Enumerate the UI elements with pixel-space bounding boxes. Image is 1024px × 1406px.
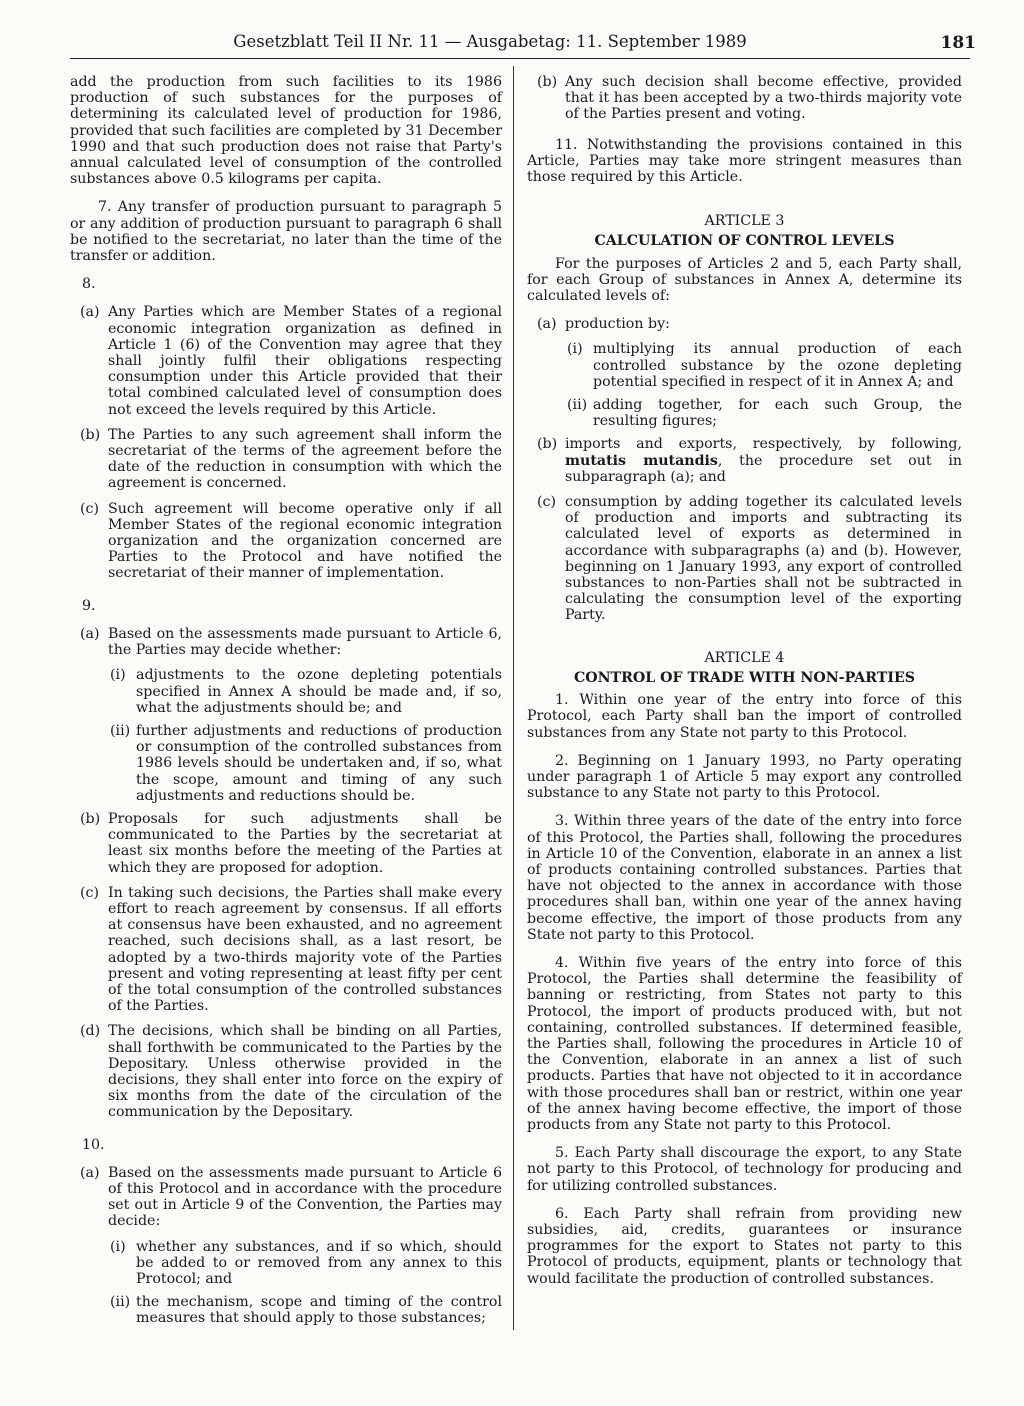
item-text: further adjustments and reductions of production or consumption of the controlled substances from 1986 levels should be undertaken and, if so, what the scope, amount and timing of any such adjustments and reductions should be. — [136, 722, 502, 804]
paragraph-10a — [80, 1165, 502, 1230]
item-text: Such agreement will become operative only if all Member States of the regional economic integration organization and the organization concerned are Parties to the Protocol and have notified the secretariat of their manner of implementation. — [108, 500, 502, 582]
page-header — [70, 30, 976, 59]
item-label: (ii) — [110, 722, 131, 739]
page-number: 181 — [940, 33, 976, 53]
text-part: imports and exports, respectively, by following, — [565, 436, 962, 453]
item-text: whether any substances, and if so which, should be added to or removed from any annex to this Protocol; and — [136, 1238, 502, 1287]
paragraph-11: 11. Notwithstanding the provisions contained in this Article, Parties may take more stringent measures than those required by this Article. — [527, 136, 962, 186]
paragraph-8a — [80, 304, 502, 417]
article-3-b — [537, 436, 962, 485]
item-text: The Parties to any such agreement shall inform the secretariat of the terms of the agreement before the date of the reduction in consumption with which the agreement is concerned. — [108, 426, 502, 492]
article-3-a-ii — [567, 397, 962, 429]
item-label: (c) — [537, 494, 557, 511]
item-text: production by: — [565, 316, 670, 333]
left-column — [70, 74, 502, 1334]
article-3-a-i — [567, 341, 962, 390]
item-text: Proposals for such adjustments shall be communicated to the Parties by the secretariat at least six months before the meeting of the Parties at which they are proposed for adoption. — [108, 810, 502, 876]
item-text: adding together, for each such Group, the resulting figures; — [593, 397, 962, 430]
article-3-c — [537, 494, 962, 624]
text-part: , the procedure set out in subparagraph (a); and — [565, 452, 962, 485]
item-label: (b) — [80, 810, 101, 827]
item-text: In taking such decisions, the Parties shall make every effort to reach agreement by consensus. If all efforts at consensus have been exhausted, and no agreement reached, such decisions shall, as a last resort, be adopted by a two-thirds majority vote of the Parties present and voting representing at least fifty per cent of the total consumption of the controlled substances of the Parties. — [108, 884, 502, 1015]
item-label: (a) — [537, 316, 557, 333]
paragraph-10a-ii — [110, 1294, 502, 1326]
item-label: (a) — [80, 1164, 100, 1181]
article-3-a — [537, 316, 962, 332]
item-label: (c) — [80, 500, 100, 517]
paragraph-10a-i — [110, 1239, 502, 1288]
article-4-label: ARTICLE 4 — [704, 649, 785, 666]
paragraph-9c — [80, 885, 502, 1015]
article-3-label: ARTICLE 3 — [704, 213, 785, 230]
item-label: (a) — [80, 625, 100, 642]
article-4-paragraph-1: 1. Within one year of the entry into force of this Protocol, each Party shall ban the import of controlled substances from any State not party to this Protocol. — [527, 692, 962, 741]
paragraph: add the production from such facilities to its 1986 production of such substances for the purposes of determining its calculated level of production for 1986, provided that such facilities are completed by 31 December 1990 and that such production does not raise that Party's annual calculated level of consumption of the controlled substances above 0.5 kilograms per capita. — [70, 74, 502, 188]
item-text — [565, 436, 962, 485]
column-divider — [513, 66, 514, 1330]
item-label: (a) — [80, 304, 100, 321]
paragraph-7: 7. Any transfer of production pursuant to paragraph 5 or any addition of production pursuant to paragraph 6 shall be notified to the secretariat, no later than the time of the transfer or addition. — [70, 199, 502, 265]
emphasis: mutatis mutandis — [565, 452, 718, 469]
item-text: Based on the assessments made pursuant to Article 6 of this Protocol and in accordance with the procedure set out in Article 9 of the Convention, the Parties may decide: — [108, 1164, 502, 1230]
item-label: (i) — [567, 341, 583, 358]
gazette-title: Gesetzblatt Teil II Nr. 11 — Ausgabetag: 11. September 1989 — [233, 32, 747, 51]
article-3-intro: For the purposes of Articles 2 and 5, each Party shall, for each Group of substances in Annex A, determine its calculated levels of: — [527, 255, 962, 305]
article-4-title: CONTROL OF TRADE WITH NON-PARTIES — [573, 669, 916, 686]
item-text: Any such decision shall become effective, provided that it has been accepted by a two-thirds majority vote of the Parties present and voting. — [565, 74, 962, 123]
item-label: (d) — [80, 1023, 101, 1040]
paragraph-9-number: 9. — [82, 597, 96, 614]
item-text: Any Parties which are Member States of a regional economic integration organization as defined in Article 1 (6) of the Convention may agree that they shall jointly fulfil their obligations respecting consumption under this Article provided that their total combined calculated level of consumption does not exceed the levels required by this Article. — [108, 304, 502, 418]
article-4-paragraph-6: 6. Each Party shall refrain from providing new subsidies, aid, credits, guarantees or insurance programmes for the export to States not party to this Protocol of products, equipment, plants or technology that would facilitate the production of controlled substances. — [527, 1205, 962, 1287]
item-label: (i) — [110, 1238, 126, 1255]
item-text: consumption by adding together its calculated levels of production and imports and subtracting its calculated level of exports as determined in accordance with subparagraphs (a) and (b). However, beginning on 1 January 1993, any export of controlled substances to non-Parties shall not be subtracted in calculating the consumption level of the exporting Party. — [565, 494, 962, 624]
item-label: (b) — [537, 436, 558, 453]
paragraph-9b — [80, 811, 502, 876]
item-text: multiplying its annual production of each controlled substance by the ozone depleting potential specified in respect of it in Annex A; and — [593, 341, 962, 390]
item-label: (b) — [80, 426, 101, 443]
paragraph-9a — [80, 626, 502, 658]
item-label: (ii) — [567, 397, 588, 414]
article-3-title: CALCULATION OF CONTROL LEVELS — [594, 233, 895, 250]
item-text: the mechanism, scope and timing of the control measures that should apply to those substances; — [136, 1294, 502, 1327]
paragraph-9a-ii — [110, 723, 502, 804]
item-text: The decisions, which shall be binding on all Parties, shall forthwith be communicated to the Parties by the Depositary. Unless otherwise provided in the decisions, they shall enter into force on the expiry of six months from the date of the circulation of the communication by the Depositary. — [108, 1023, 502, 1121]
article-4-paragraph-4: 4. Within five years of the entry into force of this Protocol, the Parties shall determine the feasibility of banning or restricting, from States not party to this Protocol, the import of products produced with, but not containing, controlled substances. If determined feasible, the Parties shall, following the procedures in Article 10 of the Convention, elaborate in an annex a list of such products. Parties that have not objected to it in accordance with those procedures shall ban or restrict, within one year of the annex having become effective, the import of those products from any State not party to this Protocol. — [527, 954, 962, 1133]
item-label: (c) — [80, 884, 100, 901]
paragraph-9a-i — [110, 667, 502, 716]
right-column — [527, 74, 962, 1299]
item-text: adjustments to the ozone depleting potentials specified in Annex A should be made and, if so, what the adjustments should be; and — [136, 667, 502, 716]
paragraph-10b — [537, 74, 962, 123]
item-text: Based on the assessments made pursuant to Article 6, the Parties may decide whether: — [108, 625, 502, 659]
article-4-paragraph-2: 2. Beginning on 1 January 1993, no Party operating under paragraph 1 of Article 5 may export any controlled substance to any State not party to this Protocol. — [527, 752, 962, 802]
article-4-paragraph-3: 3. Within three years of the date of the entry into force of this Protocol, the Parties shall, following the procedures in Article 10 of the Convention, elaborate in an annex a list of products containing controlled substances. Parties that have not objected to the annex in accordance with those procedures shall ban, within one year of the annex having become effective, the import of those products from any State not party to this Protocol. — [527, 813, 962, 943]
paragraph-8b — [80, 427, 502, 492]
item-label: (i) — [110, 667, 126, 684]
article-4-paragraph-5: 5. Each Party shall discourage the export, to any State not party to this Protocol, of technology for producing and for utilizing controlled substances. — [527, 1145, 962, 1194]
paragraph-8c — [80, 501, 502, 582]
paragraph-9d — [80, 1023, 502, 1120]
item-label: (b) — [537, 74, 558, 90]
paragraph-10-number: 10. — [82, 1136, 105, 1153]
item-label: (ii) — [110, 1294, 131, 1311]
paragraph-8-number: 8. — [82, 276, 96, 293]
